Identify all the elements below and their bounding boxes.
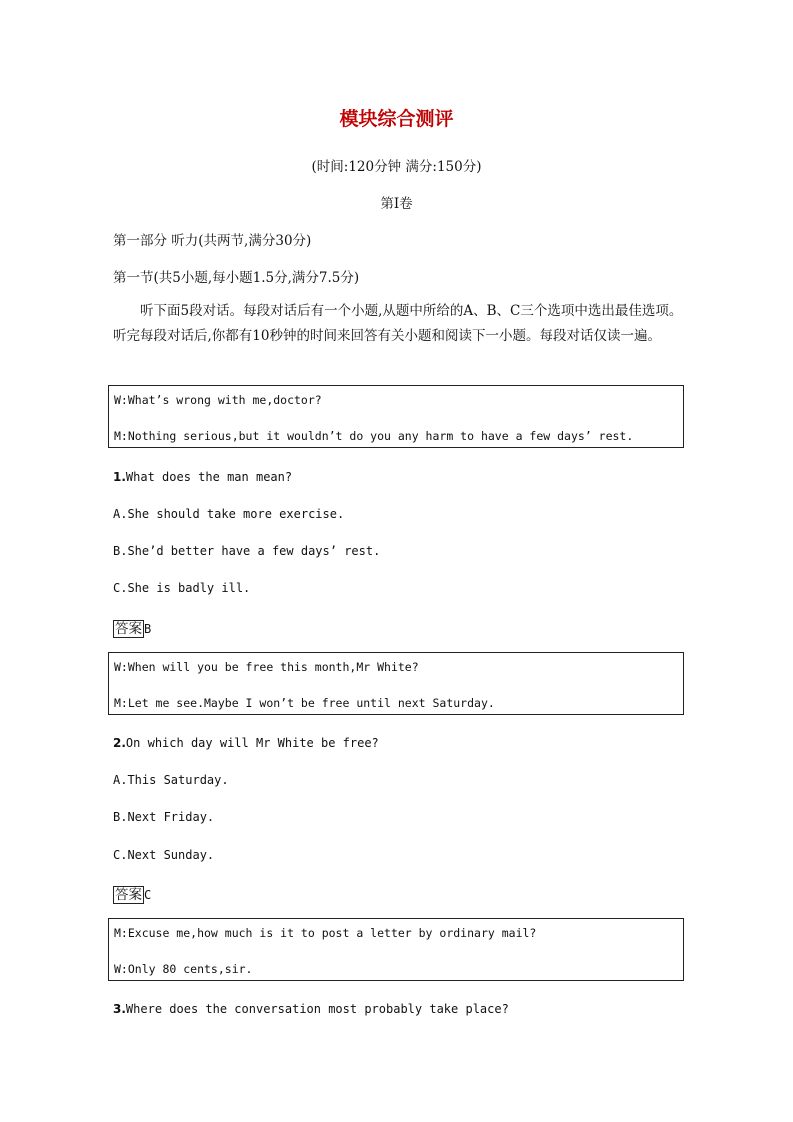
question-2 bbox=[113, 736, 379, 750]
option-a: A.She should take more exercise. bbox=[113, 507, 345, 521]
answer-label: 答案 bbox=[115, 887, 142, 903]
answer-label: 答案 bbox=[115, 621, 142, 637]
question-text: On which day will Mr White be free? bbox=[125, 736, 379, 750]
question-number: 2. bbox=[113, 736, 126, 750]
dialog-line: W:Only 80 cents,sir. bbox=[114, 962, 253, 976]
question-text: Where does the conversation most probably take place? bbox=[125, 1002, 509, 1016]
dialog-box-1 bbox=[108, 385, 684, 448]
option-b: B.Next Friday. bbox=[113, 810, 215, 824]
question-number: 3. bbox=[113, 1002, 126, 1016]
question-3 bbox=[113, 1002, 509, 1016]
time-info: (时间:120分钟 满分:150分) bbox=[311, 159, 482, 175]
dialog-line: W:What’s wrong with me,doctor? bbox=[114, 393, 322, 407]
option-c: C.Next Sunday. bbox=[113, 848, 215, 862]
answer-2 bbox=[113, 883, 151, 903]
dialog-box-3 bbox=[108, 918, 684, 981]
section-heading: 第一节(共5小题,每小题1.5分,满分7.5分) bbox=[113, 270, 360, 286]
dialog-line: M:Excuse me,how much is it to post a letter by ordinary mail? bbox=[114, 926, 537, 940]
dialog-line: W:When will you be free this month,Mr White? bbox=[114, 660, 419, 674]
dialog-box-2 bbox=[108, 652, 684, 715]
answer-value: B bbox=[144, 622, 152, 636]
question-1 bbox=[113, 470, 292, 484]
option-a: A.This Saturday. bbox=[113, 773, 229, 787]
option-b: B.She’d better have a few days’ rest. bbox=[113, 544, 381, 558]
document-title: 模块综合测评 bbox=[339, 108, 454, 130]
dialog-line: M:Let me see.Maybe I won’t be free until next Saturday. bbox=[114, 696, 495, 710]
part-heading: 第一部分 听力(共两节,满分30分) bbox=[113, 233, 312, 249]
option-c: C.She is badly ill. bbox=[113, 581, 251, 595]
instructions-paragraph: 听下面5段对话。每段对话后有一个小题,从题中所给的A、B、C三个选项中选出最佳选项。听完每段对话后,你都有10秒钟的时间来回答有关小题和阅读下一小题。每段对话仅读一遍。 bbox=[113, 303, 683, 344]
answer-1 bbox=[113, 617, 151, 637]
answer-value: C bbox=[144, 888, 152, 902]
question-text: What does the man mean? bbox=[125, 470, 293, 484]
dialog-line: M:Nothing serious,but it wouldn’t do you any harm to have a few days’ rest. bbox=[114, 429, 634, 443]
volume-heading: 第Ⅰ卷 bbox=[380, 196, 413, 212]
question-number: 1. bbox=[113, 470, 126, 484]
